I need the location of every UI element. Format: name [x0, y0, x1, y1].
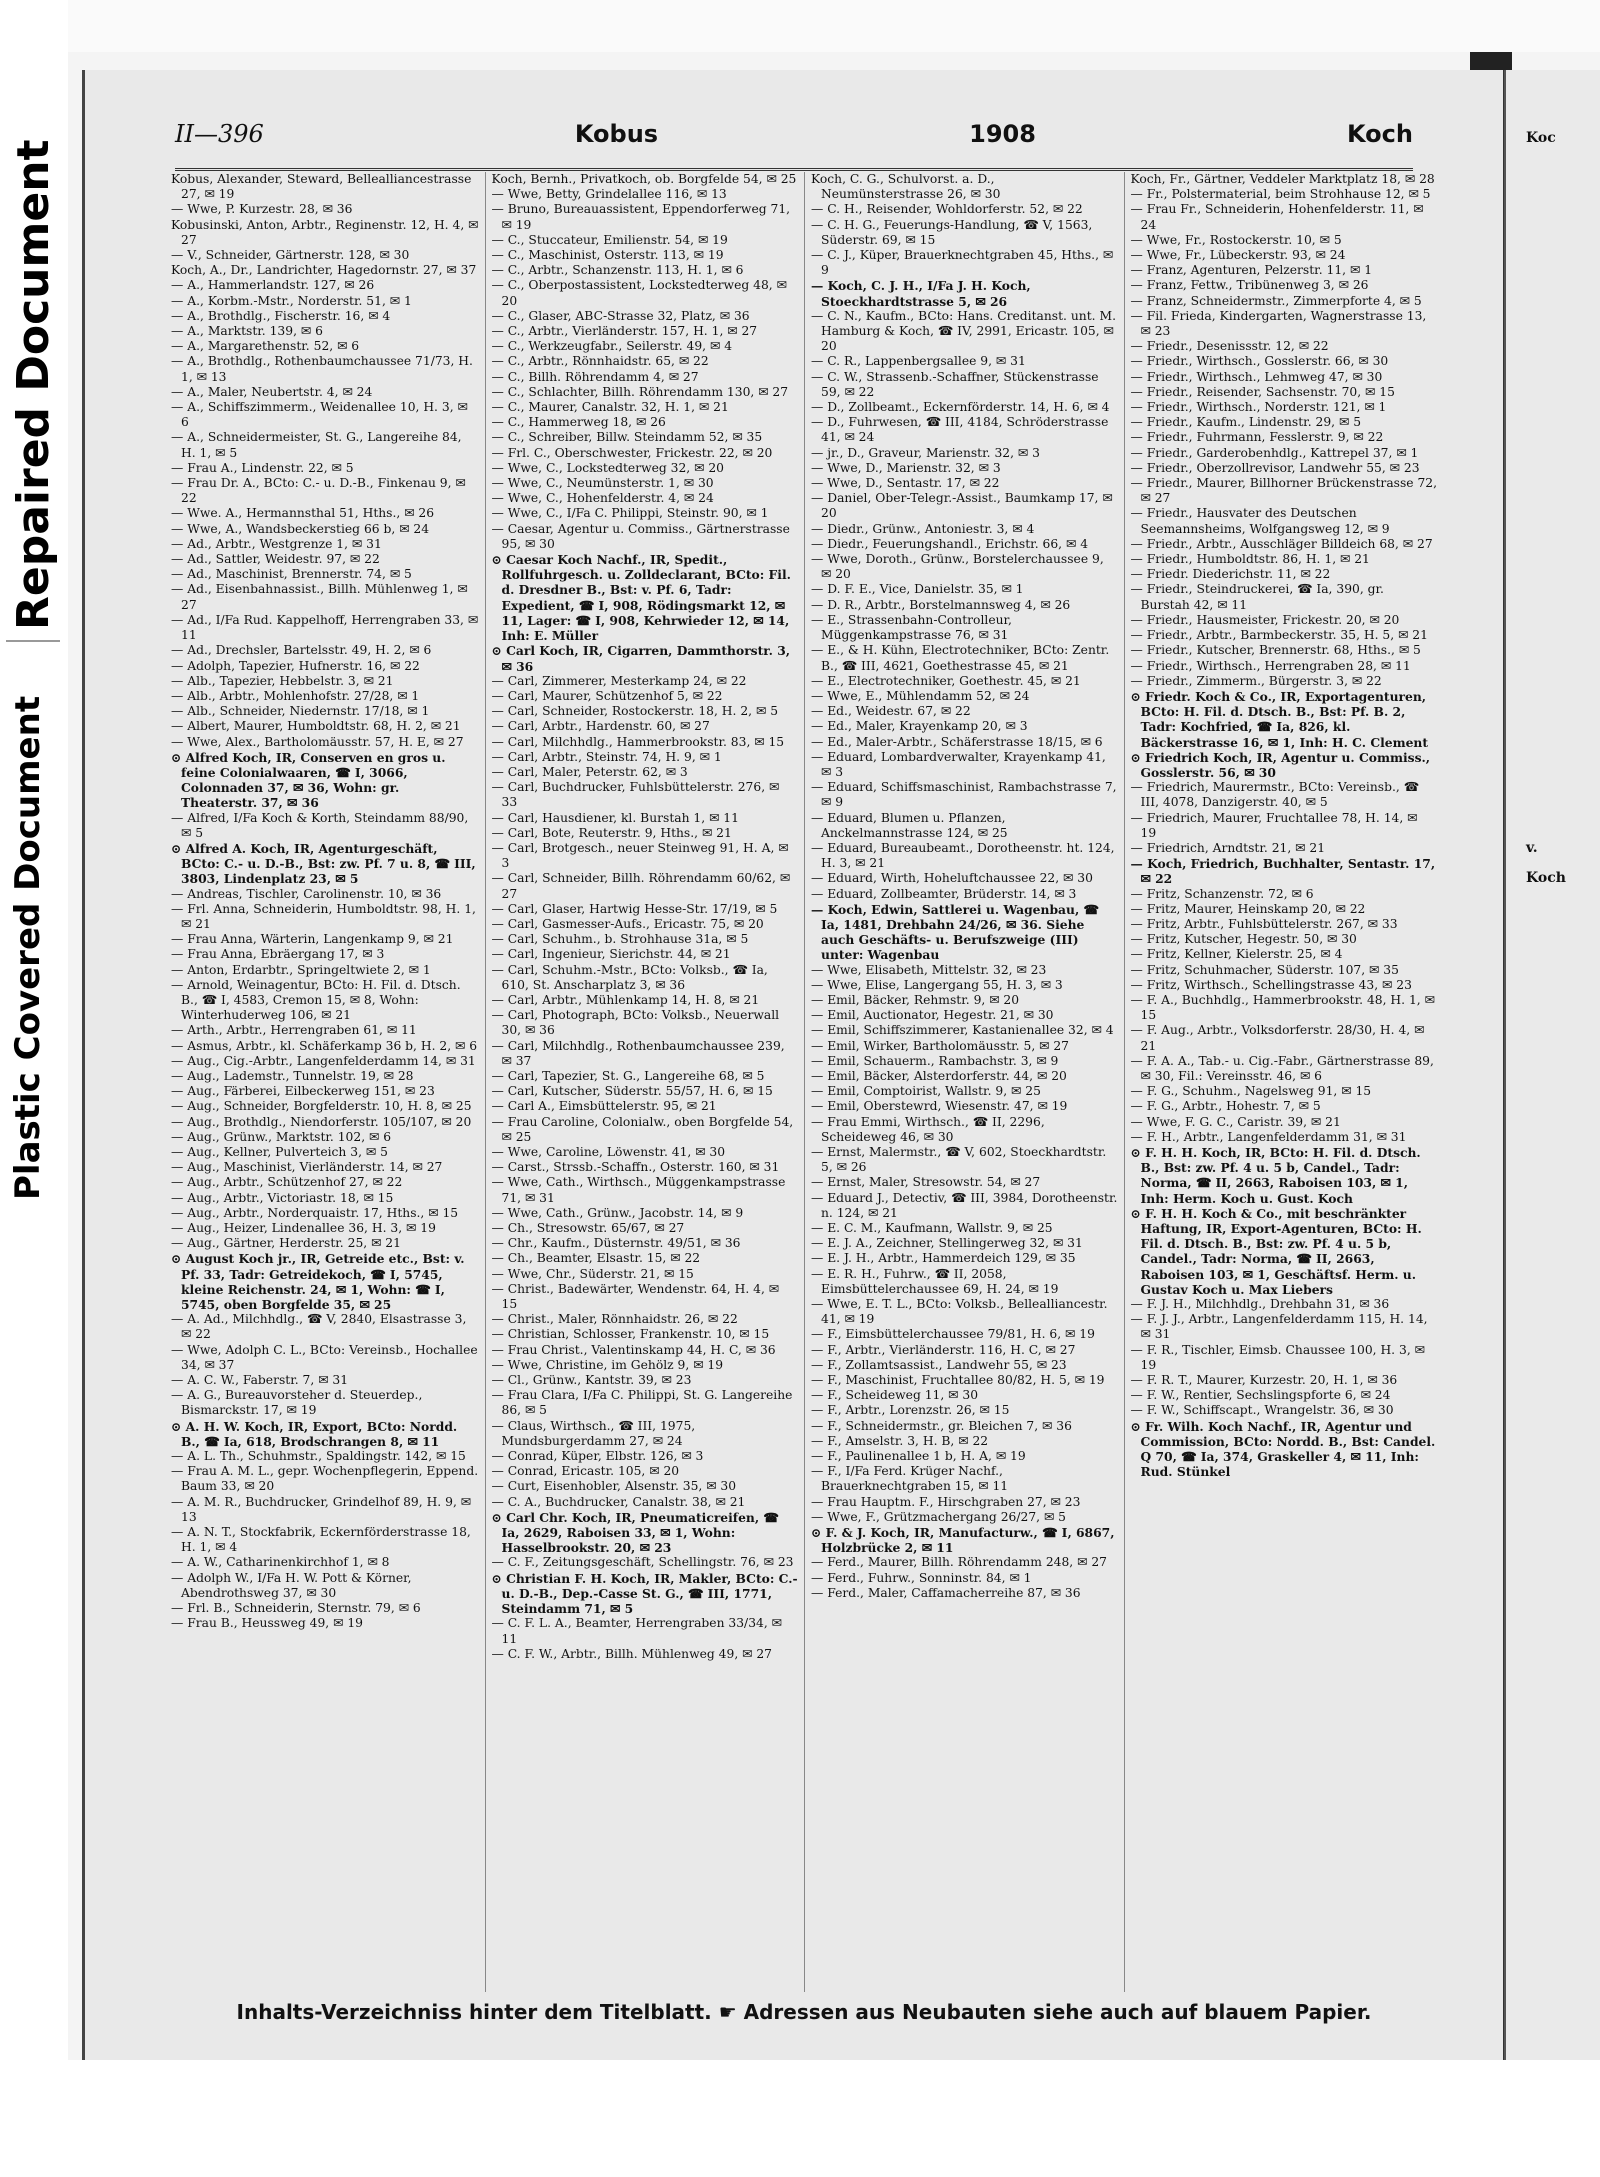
directory-entry: — C., Werkzeugfabr., Seilerstr. 49, ✉ 4 [491, 339, 733, 354]
directory-entry: — Carl, Maler, Peterstr. 62, ✉ 3 [491, 764, 688, 779]
directory-entry: — Aug., Gärtner, Herderstr. 25, ✉ 21 [171, 1236, 401, 1251]
directory-entry: — Aug., Arbtr., Norderquaistr. 17, Hths., ✉ 15 [171, 1205, 459, 1220]
directory-entry: — Wwe, E. T. L., BCto: Volksb., Bellealliancestr. 41, ✉ 19 [811, 1297, 1108, 1327]
directory-entry: — Andreas, Tischler, Carolinenstr. 10, ✉ 36 [171, 886, 442, 901]
directory-entry: — Ad., Eisenbahnassist., Billh. Mühlenweg 1, ✉ 27 [171, 582, 468, 612]
directory-entry: — Eduard, Bureaubeamt., Dorotheenstr. ht. 124, H. 3, ✉ 21 [811, 840, 1115, 871]
directory-entry: — Koch, Edwin, Sattlerei u. Wagenbau, ☎ Ia, 1481, Drehbahn 24/26, ✉ 36. Siehe auch Geschäfts- u. Berufszweige (III) unter: Wagenbau [811, 901, 1099, 963]
directory-entry: — Frau B., Heussweg 49, ✉ 19 [171, 1616, 363, 1631]
binding-edge [1470, 52, 1512, 70]
directory-entry: — jr., D., Graveur, Marienstr. 32, ✉ 3 [811, 445, 1040, 460]
directory-entry: — Aug., Arbtr., Victoriastr. 18, ✉ 15 [171, 1190, 394, 1205]
directory-entry: — Aug., Kellner, Pulverteich 3, ✉ 5 [171, 1145, 388, 1159]
directory-entry: — E., & H. Kühn, Electrotechniker, BCto: Zentr. B., ☎ III, 4621, Goethestrasse 45, ✉ 21 [811, 643, 1110, 673]
directory-entry: — F., Zollamtsassist., Landwehr 55, ✉ 23 [811, 1357, 1067, 1372]
directory-entry: — Wwe, C., I/Fa C. Philippi, Steinstr. 90, ✉ 1 [491, 506, 769, 521]
directory-entry: — A. C. W., Faberstr. 7, ✉ 31 [171, 1373, 349, 1388]
directory-entry: Koch, Bernh., Privatkoch, ob. Borgfelde 54, ✉ 25 [491, 172, 797, 186]
directory-entry: — Wwe. A., Hermannsthal 51, Hths., ✉ 26 [171, 506, 435, 521]
directory-entry: — Anton, Erdarbtr., Springeltwiete 2, ✉ 1 [171, 962, 431, 977]
directory-entry: ⊙ Alfred Koch, IR, Conserven en gros u. feine Colonialwaaren, ☎ I, 3066, Colonnaden 37, ✉ 36, Wohn: gr. Theaterstr. 37, ✉ 36 [171, 749, 446, 811]
directory-entry: — Friedr., Oberzollrevisor, Landwehr 55, ✉ 23 [1130, 460, 1420, 475]
column-3 [804, 172, 1124, 1992]
directory-entry: — Friedr., Kaufm., Lindenstr. 29, ✉ 5 [1130, 415, 1362, 430]
directory-entry: — Eduard, Schiffsmaschinist, Rambachstrasse 7, ✉ 9 [811, 780, 1117, 810]
directory-entry: — Carl, Arbtr., Mühlenkamp 14, H. 8, ✉ 21 [491, 992, 760, 1007]
directory-entry: — Wwe, Fr., Lübeckerstr. 93, ✉ 24 [1130, 248, 1346, 263]
directory-entry: — Ed., Maler, Krayenkamp 20, ✉ 3 [811, 719, 1028, 734]
directory-entry: — Aug., Maschinist, Vierländerstr. 14, ✉ 27 [171, 1160, 443, 1175]
directory-entry: — Frau Caroline, Colonialw., oben Borgfelde 54, ✉ 25 [491, 1114, 794, 1144]
directory-entry: — C. H. G., Feuerungs-Handlung, ☎ V, 1563, Süderstr. 69, ✉ 15 [811, 217, 1093, 247]
directory-entry: — Bruno, Bureauassistent, Eppendorferweg 71, ✉ 19 [491, 202, 791, 232]
directory-entry: — C., Schreiber, Billw. Steindamm 52, ✉ 35 [491, 430, 763, 445]
directory-entry: — C. H., Reisender, Wohldorferstr. 52, ✉ 22 [811, 202, 1083, 217]
sidebar-labels [0, 0, 68, 2177]
directory-entry: — Carl, Hausdiener, kl. Burstah 1, ✉ 11 [491, 810, 739, 825]
directory-entry: — Emil, Oberstewrd, Wiesenstr. 47, ✉ 19 [811, 1099, 1068, 1114]
directory-entry: — Carl, Glaser, Hartwig Hesse-Str. 17/19, ✉ 5 [491, 901, 778, 916]
directory-entry: — A., Maler, Neubertstr. 4, ✉ 24 [171, 384, 373, 399]
directory-entry: — F. A., Buchhdlg., Hammerbrookstr. 48, H. 1, ✉ 15 [1130, 992, 1435, 1023]
directory-entry: — Carl, Photograph, BCto: Volksb., Neuerwall 30, ✉ 36 [491, 1008, 780, 1038]
directory-entry: — Ad., Arbtr., Westgrenze 1, ✉ 31 [171, 536, 382, 551]
directory-entry: — Christ., Badewärter, Wendenstr. 64, H. 4, ✉ 15 [491, 1281, 780, 1312]
directory-entry: — Carl, Tapezier, St. G., Langereihe 68, ✉ 5 [491, 1068, 765, 1083]
directory-entry: — Wwe, Cath., Grünw., Jacobstr. 14, ✉ 9 [491, 1205, 744, 1220]
directory-entry: — C., Schlachter, Billh. Röhrendamm 130, ✉ 27 [491, 384, 789, 399]
adjacent-page-edge [1504, 70, 1600, 2060]
directory-entry: — Frau Christ., Valentinskamp 44, H. C, ✉ 36 [491, 1342, 776, 1357]
directory-entry: — Aug., Schneider, Borgfelderstr. 10, H. 8, ✉ 25 [171, 1099, 472, 1114]
directory-entry: — Wwe, Doroth., Grünw., Borstelerchaussee 9, ✉ 20 [811, 552, 1104, 582]
label-repaired-document: Repaired Document [8, 139, 59, 630]
directory-entry: — Ernst, Malermstr., ☎ V, 602, Stoeckhardtstr. 5, ✉ 26 [811, 1145, 1107, 1175]
directory-entry: — Claus, Wirthsch., ☎ III, 1975, Mundsburgerdamm 27, ✉ 24 [491, 1418, 696, 1448]
directory-entry: — E. J. H., Arbtr., Hammerdeich 129, ✉ 35 [811, 1251, 1076, 1266]
directory-entry: — Friedr., Garderobenhdlg., Kattrepel 37, ✉ 1 [1130, 445, 1419, 460]
header-word-left: Kobus [574, 120, 659, 148]
directory-entry: ⊙ F. H. H. Koch & Co., mit beschränkter Haftung, IR, Export-Agenturen, BCto: H. Fil. d. Dtsch. B., Bst: zw. Pf. 4 u. 5 b, Candel., Tadr: Norma, ☎ II, 2663, Raboisen 103, ✉ 1, Geschäftsf. Herm. u. Gustav Koch u. Max Liebers [1130, 1205, 1422, 1297]
page-header [175, 120, 1413, 171]
directory-entry: — Daniel, Ober-Telegr.-Assist., Baumkamp 17, ✉ 20 [811, 491, 1113, 521]
directory-entry: — F. W., Rentier, Sechslingspforte 6, ✉ 24 [1130, 1388, 1391, 1403]
label-plastic-covered-document: Plastic Covered Document [8, 695, 48, 1200]
directory-entry: — C., Maschinist, Osterstr. 113, ✉ 19 [491, 248, 724, 263]
directory-entry: ⊙ A. H. W. Koch, IR, Export, BCto: Nordd. B., ☎ Ia, 618, Brodschrangen 8, ✉ 11 [171, 1418, 458, 1449]
directory-entry: Koch, Fr., Gärtner, Veddeler Marktplatz 18, ✉ 28 [1130, 172, 1435, 186]
directory-entry: — Wwe, P. Kurzestr. 28, ✉ 36 [171, 202, 353, 217]
directory-entry: ⊙ Fr. Wilh. Koch Nachf., IR, Agentur und Commission, BCto: Nordd. B., Bst: Candel. Q 70, ☎ Ia, 374, Graskeller 4, ✉ 11, Inh: Rud. Stünkel [1130, 1418, 1436, 1480]
directory-entry: — Fritz, Schuhmacher, Süderstr. 107, ✉ 35 [1130, 962, 1399, 977]
directory-entry: — Wwe, Caroline, Löwenstr. 41, ✉ 30 [491, 1145, 726, 1159]
directory-entry: — Friedr., Wirthsch., Norderstr. 121, ✉ 1 [1130, 400, 1387, 415]
directory-entry: — E. R. H., Fuhrw., ☎ II, 2058, Eimsbüttelerchaussee 69, H. 24, ✉ 19 [811, 1266, 1059, 1296]
directory-entry: — Friedr., Wirthsch., Herrengraben 28, ✉ 11 [1130, 658, 1411, 673]
directory-entry: — Wwe, Betty, Grindelallee 116, ✉ 13 [491, 187, 727, 202]
directory-entry: — Carl, Arbtr., Hardenstr. 60, ✉ 27 [491, 719, 710, 734]
directory-entry: — Alb., Tapezier, Hebbelstr. 3, ✉ 21 [171, 673, 394, 688]
directory-entry: — Frau Clara, I/Fa C. Philippi, St. G. Langereihe 86, ✉ 5 [491, 1388, 793, 1418]
directory-entry: — F. J. J., Arbtr., Langenfelderdamm 115, H. 14, ✉ 31 [1130, 1312, 1428, 1342]
adjacent-fragment: Koc [1526, 130, 1556, 146]
directory-entry: — Ed., Weidestr. 67, ✉ 22 [811, 704, 971, 719]
directory-entry: ⊙ Friedrich Koch, IR, Agentur u. Commiss., Gosslerstr. 56, ✉ 30 [1130, 749, 1431, 780]
directory-entry: — Ad., Sattler, Weidestr. 97, ✉ 22 [171, 552, 380, 567]
directory-entry: — F. W., Schiffscapt., Wrangelstr. 36, ✉ 30 [1130, 1403, 1394, 1418]
directory-entry: — Christ., Maler, Rönnhaidstr. 26, ✉ 22 [491, 1312, 738, 1327]
directory-entry: — Diedr., Grünw., Antoniestr. 3, ✉ 4 [811, 521, 1035, 536]
directory-entry: — Caesar, Agentur u. Commiss., Gärtnerstrasse 95, ✉ 30 [491, 521, 790, 551]
directory-entry: — Aug., Heizer, Lindenallee 36, H. 3, ✉ 19 [171, 1221, 436, 1236]
directory-entry: — Friedr., Desenissstr. 12, ✉ 22 [1130, 339, 1329, 354]
directory-entry: — Emil, Schiffszimmerer, Kastanienallee 32, ✉ 4 [811, 1023, 1114, 1038]
directory-entry: — Arth., Arbtr., Herrengraben 61, ✉ 11 [171, 1023, 417, 1038]
directory-entry: — F., Arbtr., Lorenzstr. 26, ✉ 15 [811, 1403, 1010, 1418]
directory-entry: — F., Arbtr., Vierländerstr. 116, H. C, ✉ 27 [811, 1342, 1076, 1357]
directory-entry: — C. F., Zeitungsgeschäft, Schellingstr. 76, ✉ 23 [491, 1555, 794, 1570]
directory-entry: Koch, C. G., Schulvorst. a. D., Neumünsterstrasse 26, ✉ 30 [811, 172, 1001, 202]
directory-entry: — Koch, C. J. H., I/Fa J. H. Koch, Stoeckhardtstrasse 5, ✉ 26 [811, 278, 1031, 309]
directory-entry: — C., Arbtr., Rönnhaidstr. 65, ✉ 22 [491, 354, 709, 369]
adjacent-fragment: v. [1526, 840, 1538, 856]
directory-entry: — Friedr., Wirthsch., Lehmweg 47, ✉ 30 [1130, 369, 1383, 384]
directory-entry: ⊙ Alfred A. Koch, IR, Agenturgeschäft, BCto: C.- u. D.-B., Bst: zw. Pf. 7 u. 8, ☎ III, 3803, Lindenplatz 23, ✉ 5 [171, 840, 476, 887]
directory-entry: — Friedr., Arbtr., Ausschläger Billdeich 68, ✉ 27 [1130, 536, 1433, 551]
directory-entry: — A. G., Bureauvorsteher d. Steuerdep., Bismarckstr. 17, ✉ 19 [171, 1388, 423, 1418]
directory-entry: — Aug., Grünw., Marktstr. 102, ✉ 6 [171, 1129, 392, 1144]
directory-entry: — Franz, Agenturen, Pelzerstr. 11, ✉ 1 [1130, 263, 1373, 278]
directory-entry: — F., Maschinist, Fruchtallee 80/82, H. 5, ✉ 19 [811, 1373, 1105, 1388]
top-margin [68, 0, 1600, 52]
directory-entry: — F. H., Arbtr., Langenfelderdamm 31, ✉ 31 [1130, 1129, 1407, 1144]
directory-entry: — D. F. E., Vice, Danielstr. 35, ✉ 1 [811, 582, 1024, 597]
directory-entry: — Friedr., Arbtr., Barmbeckerstr. 35, H. 5, ✉ 21 [1130, 628, 1428, 643]
directory-entry: — Wwe, D., Marienstr. 32, ✉ 3 [811, 460, 1001, 475]
directory-entry: — Carl, Schuhm.-Mstr., BCto: Volksb., ☎ Ia, 610, St. Anscharplatz 3, ✉ 36 [491, 962, 768, 992]
directory-entry: — F., Amselstr. 3, H. B, ✉ 22 [811, 1433, 989, 1448]
directory-entry: — Wwe, Alex., Bartholomäusstr. 57, H. E, ✉ 27 [171, 734, 464, 749]
directory-entry: — Friedrich, Maurer, Fruchtallee 78, H. 14, ✉ 19 [1130, 810, 1418, 840]
directory-entry: — Franz, Fettw., Tribünenweg 3, ✉ 26 [1130, 278, 1369, 293]
directory-entry: — F., Paulinenallee 1 b, H. A, ✉ 19 [811, 1449, 1026, 1464]
directory-entry: — Frl. Anna, Schneiderin, Humboldtstr. 98, H. 1, ✉ 21 [171, 901, 476, 931]
directory-entry: — Alb., Arbtr., Mohlenhofstr. 27/28, ✉ 1 [171, 688, 420, 703]
directory-entry: — D., Zollbeamt., Eckernförderstr. 14, H. 6, ✉ 4 [811, 400, 1110, 415]
directory-entry: — Wwe, Elise, Langergang 55, H. 3, ✉ 3 [811, 977, 1063, 992]
directory-entry: — Aug., Lademstr., Tunnelstr. 19, ✉ 28 [171, 1068, 414, 1083]
directory-entry: — Fritz, Kellner, Kielerstr. 25, ✉ 4 [1130, 947, 1343, 962]
column-2 [485, 172, 805, 1992]
directory-entry: — Fritz, Arbtr., Fuhlsbüttelerstr. 267, ✉ 33 [1130, 916, 1398, 931]
directory-entry: — Friedr., Maurer, Billhorner Brückenstrasse 72, ✉ 27 [1130, 476, 1438, 506]
directory-entry: — A., Hammerlandstr. 127, ✉ 26 [171, 278, 375, 293]
directory-entry: — C. J., Küper, Brauerknechtgraben 45, Hths., ✉ 9 [811, 248, 1114, 278]
directory-entry: — V., Schneider, Gärtnerstr. 128, ✉ 30 [171, 248, 410, 263]
directory-entry: — Eduard, Blumen u. Pflanzen, Anckelmannstrasse 124, ✉ 25 [811, 810, 1008, 840]
directory-entry: — C. W., Strassenb.-Schaffner, Stückenstrasse 59, ✉ 22 [811, 369, 1099, 399]
adjacent-fragment: Koch [1526, 870, 1566, 886]
directory-entry: — Aug., Arbtr., Schützenhof 27, ✉ 22 [171, 1175, 403, 1190]
directory-entry: — Emil, Auctionator, Hegestr. 21, ✉ 30 [811, 1008, 1054, 1023]
directory-entry: — Frau Anna, Wärterin, Langenkamp 9, ✉ 21 [171, 932, 454, 947]
directory-entry: — Arnold, Weinagentur, BCto: H. Fil. d. Dtsch. B., ☎ I, 4583, Cremon 15, ✉ 8, Wohn: Winterhuderweg 106, ✉ 21 [171, 977, 461, 1023]
directory-entry: — Conrad, Küper, Elbstr. 126, ✉ 3 [491, 1449, 704, 1464]
directory-entry: — E. C. M., Kaufmann, Wallstr. 9, ✉ 25 [811, 1221, 1053, 1236]
directory-entry: — A., Margarethenstr. 52, ✉ 6 [171, 339, 360, 354]
directory-entry: — Ernst, Maler, Stresowstr. 54, ✉ 27 [811, 1175, 1041, 1190]
directory-entry: — D., Fuhrwesen, ☎ III, 4184, Schröderstrasse 41, ✉ 24 [811, 415, 1109, 445]
directory-entry: — Frl. C., Oberschwester, Frickestr. 22, ✉ 20 [491, 445, 773, 460]
directory-entry: — Wwe, F. G. C., Caristr. 39, ✉ 21 [1130, 1114, 1341, 1129]
directory-entry: — Friedr., Hausvater des Deutschen Seemannsheims, Wolfgangsweg 12, ✉ 9 [1130, 506, 1390, 536]
directory-entry: — Frau Fr., Schneiderin, Hohenfelderstr. 11, ✉ 24 [1130, 202, 1424, 232]
directory-entry: — Fr., Polstermaterial, beim Strohhause 12, ✉ 5 [1130, 187, 1431, 202]
directory-entry: — D. R., Arbtr., Borstelmannsweg 4, ✉ 26 [811, 597, 1071, 612]
directory-entry: — Ferd., Maler, Caffamacherreihe 87, ✉ 36 [811, 1585, 1081, 1600]
directory-entry: — Friedr., Fuhrmann, Fesslerstr. 9, ✉ 22 [1130, 430, 1384, 445]
directory-entry: — Friedr., Zimmerm., Bürgerstr. 3, ✉ 22 [1130, 673, 1382, 688]
directory-entry: — F. G., Arbtr., Hohestr. 7, ✉ 5 [1130, 1099, 1321, 1114]
directory-entry: — Friedr., Humboldtstr. 86, H. 1, ✉ 21 [1130, 552, 1370, 567]
directory-entry: — Friedr., Hausmeister, Frickestr. 20, ✉ 20 [1130, 612, 1400, 627]
directory-entry: — C., Hammerweg 18, ✉ 26 [491, 415, 666, 430]
directory-entry: — Ferd., Fuhrw., Sonninstr. 84, ✉ 1 [811, 1570, 1032, 1585]
directory-entry: — F. R. T., Maurer, Kurzestr. 20, H. 1, ✉ 36 [1130, 1373, 1398, 1388]
directory-entry: — C., Maurer, Canalstr. 32, H. 1, ✉ 21 [491, 400, 729, 415]
directory-entry: — Christian, Schlosser, Frankenstr. 10, ✉ 15 [491, 1327, 770, 1342]
directory-entry: — Wwe, Chr., Süderstr. 21, ✉ 15 [491, 1266, 694, 1281]
directory-entry: — Friedr., Kutscher, Brennerstr. 68, Hths., ✉ 5 [1130, 643, 1421, 658]
directory-entry: — Friedr., Wirthsch., Gosslerstr. 66, ✉ 30 [1130, 354, 1389, 369]
directory-entry: — Diedr., Feuerungshandl., Erichstr. 66, ✉ 4 [811, 536, 1089, 551]
directory-entry: — Frau Dr. A., BCto: C.- u. D.-B., Finkenau 9, ✉ 22 [171, 476, 466, 506]
directory-entry: — Fritz, Schanzenstr. 72, ✉ 6 [1130, 886, 1314, 901]
directory-entry: — Carl, Bote, Reuterstr. 9, Hths., ✉ 21 [491, 825, 732, 840]
directory-entry: — A., Brothdlg., Rothenbaumchaussee 71/73, H. 1, ✉ 13 [171, 354, 473, 384]
directory-entry: — Wwe, A., Wandsbeckerstieg 66 b, ✉ 24 [171, 521, 430, 536]
directory-entry: — Wwe, Fr., Rostockerstr. 10, ✉ 5 [1130, 232, 1342, 247]
directory-entry: — Curt, Eisenhobler, Alsenstr. 35, ✉ 30 [491, 1479, 737, 1494]
directory-entry: — C., Billh. Röhrendamm 4, ✉ 27 [491, 369, 699, 384]
directory-entry: — F. J. H., Milchhdlg., Drehbahn 31, ✉ 36 [1130, 1297, 1390, 1312]
directory-entry: — Wwe, C., Lockstedterweg 32, ✉ 20 [491, 460, 724, 475]
directory-entry: — Wwe, E., Mühlendamm 52, ✉ 24 [811, 688, 1030, 703]
directory-entry: — Carl, Arbtr., Steinstr. 74, H. 9, ✉ 1 [491, 749, 722, 764]
directory-entry: ⊙ Caesar Koch Nachf., IR, Spedit., Rollfuhrgesch. u. Zolldeclarant, BCto: Fil. d. Dresdner B., Bst: v. Pf. 6, Tadr: Expedient, ☎ I, 908, Rödingsmarkt 12, ✉ 11, Lager: ☎ I, 908, Kehrwieder 12, ✉ 14, Inh: E. Müller [491, 552, 791, 644]
directory-entry: — Emil, Comptoirist, Wallstr. 9, ✉ 25 [811, 1084, 1041, 1099]
directory-entry: — Wwe, Christine, im Gehölz 9, ✉ 19 [491, 1357, 724, 1372]
directory-entry: ⊙ Friedr. Koch & Co., IR, Exportagenturen, BCto: H. Fil. d. Dtsch. B., Bst: Pf. B. 2, Tadr: Kochfried, ☎ Ia, 826, kl. Bäckerstrasse 16, ✉ 1, Inh: H. C. Clement [1130, 688, 1429, 750]
directory-entry: — Friedr., Reisender, Sachsenstr. 70, ✉ 15 [1130, 384, 1395, 399]
directory-entry: — C., Glaser, ABC-Strasse 32, Platz, ✉ 36 [491, 308, 750, 323]
directory-entry: — Eduard, Wirth, Hoheluftchaussee 22, ✉ 30 [811, 871, 1093, 886]
directory-entry: — Aug., Cig.-Arbtr., Langenfelderdamm 14, ✉ 31 [171, 1053, 476, 1068]
directory-entry: ⊙ Carl Chr. Koch, IR, Pneumaticreifen, ☎ Ia, 2629, Raboisen 33, ✉ 1, Wohn: Hasselbrookstr. 20, ✉ 23 [491, 1509, 779, 1556]
directory-entry: — Friedr. Diederichstr. 11, ✉ 22 [1130, 567, 1331, 582]
directory-entry: — A. N. T., Stockfabrik, Eckernförderstrasse 18, H. 1, ✉ 4 [171, 1525, 471, 1555]
directory-entry: — C. F. L. A., Beamter, Herrengraben 33/34, ✉ 11 [491, 1616, 782, 1646]
directory-entry: — Emil, Bäcker, Rehmstr. 9, ✉ 20 [811, 992, 1020, 1007]
directory-entry: — A., Brothdlg., Fischerstr. 16, ✉ 4 [171, 308, 391, 323]
directory-entry: — Ad., Drechsler, Bartelsstr. 49, H. 2, ✉ 6 [171, 643, 432, 658]
directory-entry: — Wwe, C., Hohenfelderstr. 4, ✉ 24 [491, 491, 714, 506]
directory-entry: — Frau Anna, Ebräergang 17, ✉ 3 [171, 947, 385, 962]
column-4 [1124, 172, 1444, 1992]
directory-entry: — Fritz, Kutscher, Hegestr. 50, ✉ 30 [1130, 932, 1357, 947]
directory-entry: — Fritz, Wirthsch., Schellingstrasse 43, ✉ 23 [1130, 977, 1412, 992]
directory-entry: — F. Aug., Arbtr., Volksdorferstr. 28/30, H. 4, ✉ 21 [1130, 1023, 1425, 1053]
directory-entry: — Fritz, Maurer, Heinskamp 20, ✉ 22 [1130, 901, 1366, 916]
page-number: II—396 [175, 120, 264, 148]
directory-entry: — Chr., Kaufm., Düsternstr. 49/51, ✉ 36 [491, 1236, 741, 1251]
directory-entry: — Carl, Gasmesser-Aufs., Ericastr. 75, ✉ 20 [491, 916, 764, 931]
directory-entry: — F., Eimsbüttelerchaussee 79/81, H. 6, ✉ 19 [811, 1327, 1095, 1342]
directory-entry: — A. L. Th., Schuhmstr., Spaldingstr. 142, ✉ 15 [171, 1449, 466, 1464]
directory-entry: — Ch., Stresowstr. 65/67, ✉ 27 [491, 1221, 685, 1236]
directory-entry: — Carl, Schuhm., b. Strohhause 31a, ✉ 5 [491, 932, 749, 947]
directory-entry: — Carl, Zimmerer, Mesterkamp 24, ✉ 22 [491, 673, 747, 688]
directory-entry: — A., Schiffszimmerm., Weidenallee 10, H. 3, ✉ 6 [171, 400, 468, 430]
directory-entry: — Carl, Schneider, Billh. Röhrendamm 60/62, ✉ 27 [491, 871, 791, 901]
document-page [82, 70, 1506, 2060]
directory-entry: — Wwe, Cath., Wirthsch., Müggenkampstrasse 71, ✉ 31 [491, 1175, 786, 1205]
directory-entry: — E. J. A., Zeichner, Stellingerweg 32, ✉ 31 [811, 1236, 1083, 1251]
directory-entry: — Ferd., Maurer, Billh. Röhrendamm 248, ✉ 27 [811, 1555, 1107, 1570]
directory-entry: — Emil, Wirker, Bartholomäusstr. 5, ✉ 27 [811, 1038, 1069, 1053]
directory-entry: — A. M. R., Buchdrucker, Grindelhof 89, H. 9, ✉ 13 [171, 1494, 472, 1524]
directory-entry: — C., Oberpostassistent, Lockstedterweg 48, ✉ 20 [491, 278, 787, 308]
directory-entry: — Carl, Milchhdlg., Hammerbrookstr. 83, ✉ 15 [491, 734, 785, 749]
directory-entry: — F., Scheideweg 11, ✉ 30 [811, 1388, 979, 1403]
directory-entry: — Carl, Milchhdlg., Rothenbaumchaussee 239, ✉ 37 [491, 1038, 785, 1068]
directory-entry: Koch, A., Dr., Landrichter, Hagedornstr. 27, ✉ 37 [171, 263, 477, 278]
header-year: 1908 [969, 120, 1036, 148]
directory-entry: — Frl. B., Schneiderin, Sternstr. 79, ✉ 6 [171, 1601, 421, 1616]
directory-entry: — Carl, Ingenieur, Sierichstr. 44, ✉ 21 [491, 947, 731, 962]
directory-entry: — Carl, Brotgesch., neuer Steinweg 91, H. A, ✉ 3 [491, 840, 789, 871]
directory-entry: — Ad., I/Fa Rud. Kappelhoff, Herrengraben 33, ✉ 11 [171, 612, 479, 643]
directory-entry: — Franz, Schneidermstr., Zimmerpforte 4, ✉ 5 [1130, 293, 1422, 308]
directory-entry: — Frau A., Lindenstr. 22, ✉ 5 [171, 460, 354, 475]
directory-entry: — Eduard J., Detectiv, ☎ III, 3984, Dorotheenstr. n. 124, ✉ 21 [811, 1190, 1118, 1220]
directory-entry: ⊙ F. H. H. Koch, IR, BCto: H. Fil. d. Dtsch. B., Bst: zw. Pf. 4 u. 5 b, Candel., Tadr: Norma, ☎ II, 2663, Raboisen 103, ✉ 1, Inh: Herm. Koch u. Gust. Koch [1130, 1145, 1421, 1206]
directory-entry: — A. Ad., Milchhdlg., ☎ V, 2840, Elsastrasse 3, ✉ 22 [171, 1312, 467, 1342]
directory-entry: — A. W., Catharinenkirchhof 1, ✉ 8 [171, 1555, 390, 1570]
page-footer: Inhalts-Verzeichniss hinter dem Titelblatt. ☛ Adressen aus Neubauten siehe auch auf blauem Papier. [236, 2000, 1372, 2024]
directory-entry: — Conrad, Ericastr. 105, ✉ 20 [491, 1464, 680, 1479]
directory-entry: — F. A. A., Tab.- u. Cig.-Fabr., Gärtnerstrasse 89, ✉ 30, Fil.: Vereinsstr. 46, ✉ 6 [1130, 1053, 1434, 1083]
directory-entry: ⊙ Christian F. H. Koch, IR, Makler, BCto: C.- u. D.-B., Dep.-Casse St. G., ☎ III, 1771, Steindamm 71, ✉ 5 [491, 1570, 798, 1617]
directory-entry: — Fil. Frieda, Kindergarten, Wagnerstrasse 13, ✉ 23 [1130, 308, 1427, 339]
directory-entry: — Ch., Beamter, Elsastr. 15, ✉ 22 [491, 1251, 701, 1266]
directory-entry: — Eduard, Zollbeamter, Brüderstr. 14, ✉ 3 [811, 886, 1077, 901]
directory-entry: — Wwe, F., Grützmachergang 26/27, ✉ 5 [811, 1509, 1066, 1524]
directory-entry: — Asmus, Arbtr., kl. Schäferkamp 36 b, H. 2, ✉ 6 [171, 1038, 478, 1053]
directory-entry: — Carl, Buchdrucker, Fuhlsbüttelerstr. 276, ✉ 33 [491, 780, 780, 810]
directory-entry: — Koch, Friedrich, Buchhalter, Sentastr. 17, ✉ 22 [1130, 856, 1436, 887]
directory-entry: — C. A., Buchdrucker, Canalstr. 38, ✉ 21 [491, 1494, 746, 1509]
directory-entry: — F. R., Tischler, Eimsb. Chaussee 100, H. 3, ✉ 19 [1130, 1342, 1425, 1372]
directory-entry: — Carl, Schneider, Rostockerstr. 18, H. 2, ✉ 5 [491, 704, 779, 719]
directory-entry: — A., Korbm.-Mstr., Norderstr. 51, ✉ 1 [171, 293, 412, 308]
directory-entry: — Frau A. M. L., gepr. Wochenpflegerin, Eppend. Baum 33, ✉ 20 [171, 1464, 479, 1494]
directory-entry: — Friedr., Steindruckerei, ☎ Ia, 390, gr. Burstah 42, ✉ 11 [1130, 582, 1384, 612]
directory-entry: — Ed., Maler-Arbtr., Schäferstrasse 18/15, ✉ 6 [811, 734, 1103, 749]
directory-entry: — Carl, Maurer, Schützenhof 5, ✉ 22 [491, 688, 723, 703]
directory-entry: — Adolph W., I/Fa H. W. Pott & Körner, Abendrothsweg 37, ✉ 30 [171, 1570, 412, 1600]
directory-entry: — C. R., Lappenbergsallee 9, ✉ 31 [811, 354, 1026, 369]
bottom-margin [68, 2060, 1600, 2177]
directory-entry: — A., Marktstr. 139, ✉ 6 [171, 324, 323, 339]
directory-columns [165, 172, 1443, 1992]
directory-entry: — Albert, Maurer, Humboldtstr. 68, H. 2, ✉ 21 [171, 719, 461, 734]
directory-entry: Kobus, Alexander, Steward, Bellealliancestrasse 27, ✉ 19 [171, 172, 472, 202]
directory-entry: — Ad., Maschinist, Brennerstr. 74, ✉ 5 [171, 567, 412, 582]
directory-entry: — C. F. W., Arbtr., Billh. Mühlenweg 49, ✉ 27 [491, 1646, 773, 1661]
directory-entry: — Alb., Schneider, Niedernstr. 17/18, ✉ 1 [171, 704, 430, 719]
column-1 [165, 172, 485, 1992]
directory-entry: — C., Stuccateur, Emilienstr. 54, ✉ 19 [491, 232, 728, 247]
directory-entry: — Eduard, Lombardverwalter, Krayenkamp 41, ✉ 3 [811, 749, 1106, 779]
directory-entry: — Carst., Strssb.-Schaffn., Osterstr. 160, ✉ 31 [491, 1160, 780, 1175]
sidebar-divider [6, 640, 60, 642]
directory-entry: — F., I/Fa Ferd. Krüger Nachf., Brauerknechtgraben 15, ✉ 11 [811, 1464, 1009, 1494]
directory-entry: — Alfred, I/Fa Koch & Korth, Steindamm 88/90, ✉ 5 [171, 810, 469, 840]
directory-entry: — F., Schneidermstr., gr. Bleichen 7, ✉ 36 [811, 1418, 1072, 1433]
directory-entry: — F. G., Schuhm., Nagelsweg 91, ✉ 15 [1130, 1084, 1372, 1099]
directory-entry: — Wwe, Adolph C. L., BCto: Vereinsb., Hochallee 34, ✉ 37 [171, 1342, 478, 1372]
directory-entry: ⊙ Carl Koch, IR, Cigarren, Dammthorstr. 3, ✉ 36 [491, 643, 791, 674]
directory-entry: — Frau Emmi, Wirthsch., ☎ II, 2296, Scheideweg 46, ✉ 30 [811, 1114, 1045, 1144]
directory-entry: — Aug., Brothdlg., Niendorferstr. 105/107, ✉ 20 [171, 1114, 472, 1129]
directory-entry: — C., Arbtr., Vierländerstr. 157, H. 1, ✉ 27 [491, 324, 758, 339]
directory-entry: — Emil, Schauerm., Rambachstr. 3, ✉ 9 [811, 1053, 1059, 1068]
directory-entry: — C., Arbtr., Schanzenstr. 113, H. 1, ✉ 6 [491, 263, 744, 278]
directory-entry: — Wwe, Elisabeth, Mittelstr. 32, ✉ 23 [811, 962, 1047, 977]
directory-entry: — Adolph, Tapezier, Hufnerstr. 16, ✉ 22 [171, 658, 420, 673]
directory-entry: — E., Electrotechniker, Goethestr. 45, ✉ 21 [811, 673, 1081, 688]
directory-entry: — Wwe, D., Sentastr. 17, ✉ 22 [811, 476, 1000, 491]
directory-entry: — Wwe, C., Neumünsterstr. 1, ✉ 30 [491, 476, 714, 491]
directory-entry: — Carl A., Eimsbüttelerstr. 95, ✉ 21 [491, 1099, 717, 1114]
directory-entry: — Friedrich, Arndtstr. 21, ✉ 21 [1130, 840, 1326, 855]
directory-entry: — C. N., Kaufm., BCto: Hans. Creditanst. unt. M. Hamburg & Koch, ☎ IV, 2991, Ericastr. 105, ✉ 20 [811, 308, 1116, 354]
directory-entry: ⊙ F. & J. Koch, IR, Manufacturw., ☎ I, 6867, Holzbrücke 2, ✉ 11 [811, 1525, 1115, 1556]
directory-entry: — Emil, Bäcker, Alsterdorferstr. 44, ✉ 20 [811, 1068, 1067, 1083]
directory-entry: Kobusinski, Anton, Arbtr., Reginenstr. 12, H. 4, ✉ 27 [171, 217, 479, 247]
directory-entry: — Friedrich, Maurermstr., BCto: Vereinsb., ☎ III, 4078, Danzigerstr. 40, ✉ 5 [1130, 780, 1420, 810]
header-word-right: Koch [1346, 120, 1413, 148]
directory-entry: — Aug., Färberei, Eilbeckerweg 151, ✉ 23 [171, 1084, 435, 1099]
directory-entry: — Frau Hauptm. F., Hirschgraben 27, ✉ 23 [811, 1494, 1081, 1509]
directory-entry: ⊙ August Koch jr., IR, Getreide etc., Bst: v. Pf. 33, Tadr: Getreidekoch, ☎ I, 5745, kleine Reichenstr. 24, ✉ 1, Wohn: ☎ I, 5745, oben Borgfelde 35, ✉ 25 [171, 1251, 465, 1313]
directory-entry: — Carl, Kutscher, Süderstr. 55/57, H. 6, ✉ 15 [491, 1084, 773, 1099]
directory-entry: — Cl., Grünw., Kantstr. 39, ✉ 23 [491, 1373, 692, 1388]
directory-entry: — E., Strassenbahn-Controlleur, Müggenkampstrasse 76, ✉ 31 [811, 612, 1012, 643]
directory-entry: — A., Schneidermeister, St. G., Langereihe 84, H. 1, ✉ 5 [171, 430, 462, 460]
